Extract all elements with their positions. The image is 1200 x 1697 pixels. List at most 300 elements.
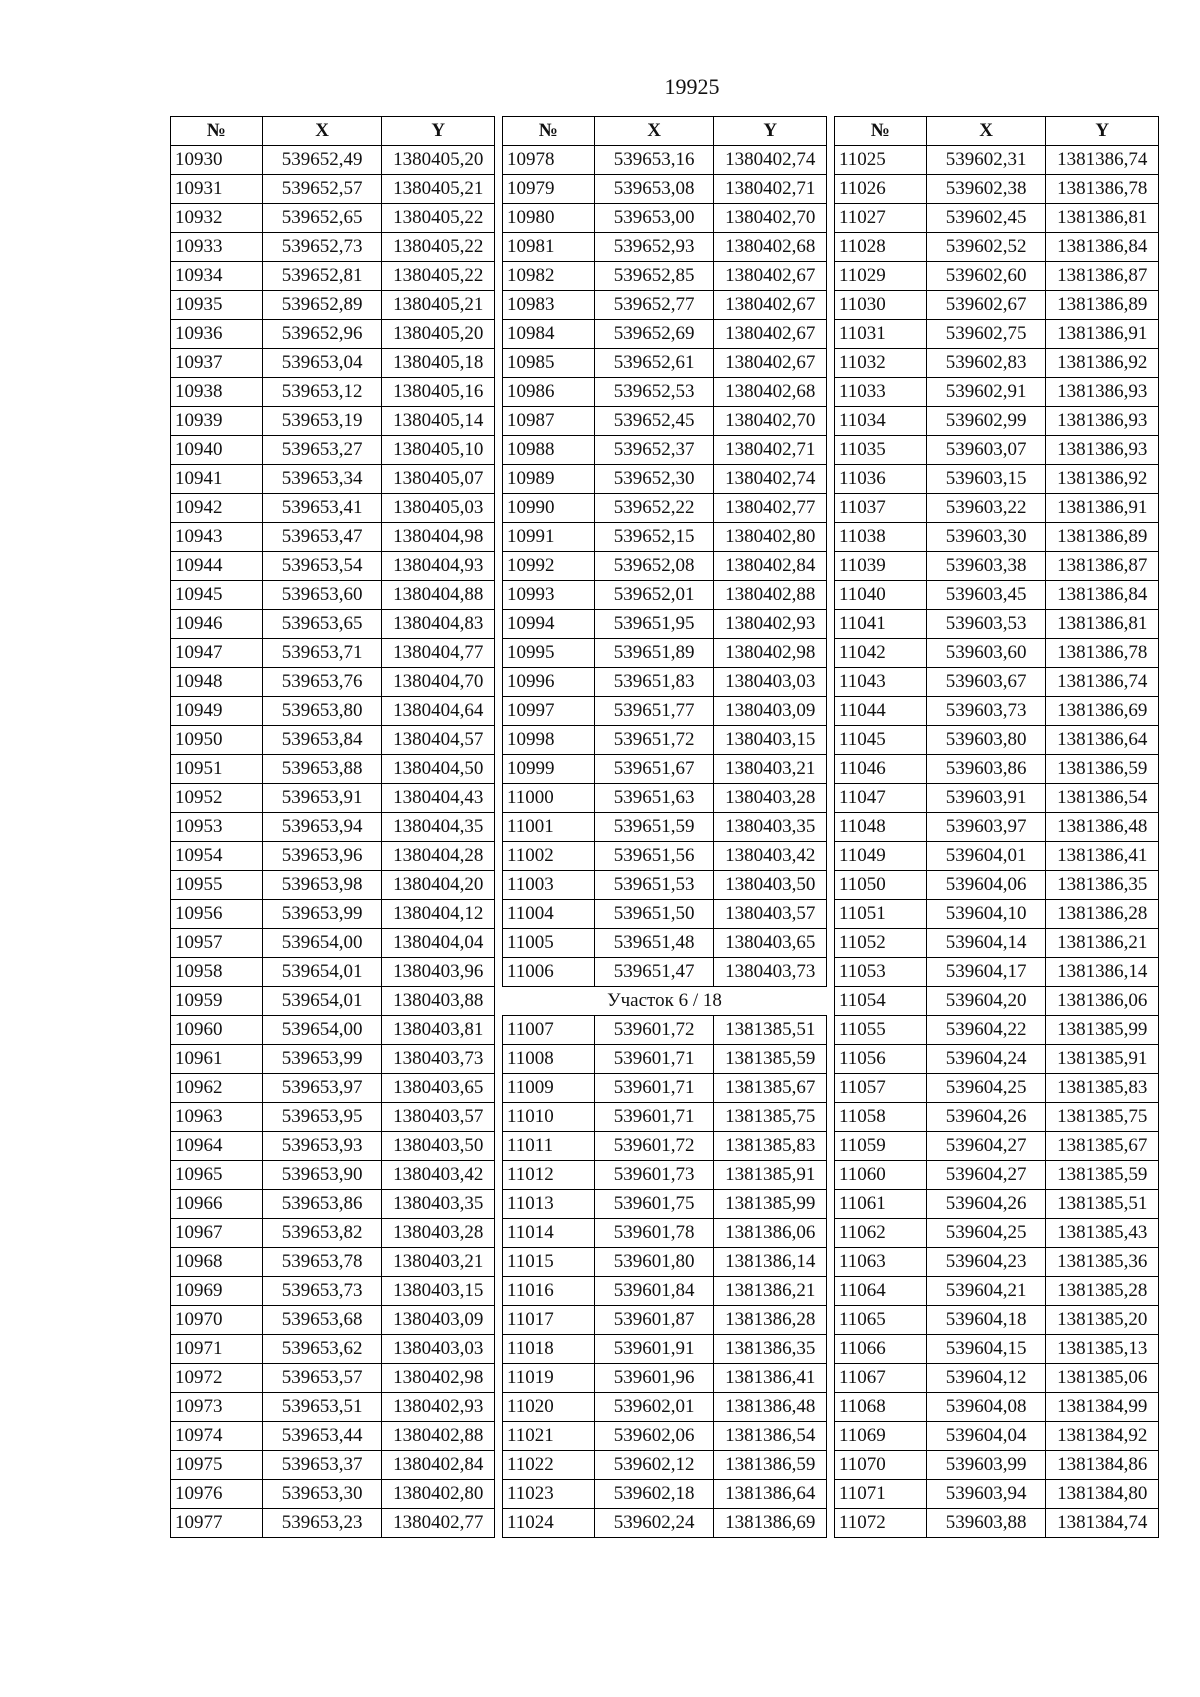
table-row: [171, 929, 495, 958]
point-number: 10936: [171, 320, 263, 349]
y-coordinate: 1380402,71: [714, 436, 827, 465]
y-coordinate: 1380404,35: [382, 813, 495, 842]
x-coordinate: 539653,47: [262, 523, 382, 552]
table-row: [835, 581, 1159, 610]
column-header-y: Y: [1046, 117, 1159, 146]
table-row: [171, 233, 495, 262]
y-coordinate: 1380403,42: [382, 1161, 495, 1190]
y-coordinate: 1380402,67: [714, 349, 827, 378]
point-number: 10949: [171, 697, 263, 726]
table-row: [171, 1422, 495, 1451]
x-coordinate: 539602,52: [926, 233, 1046, 262]
table-row: [171, 958, 495, 987]
point-number: 10979: [503, 175, 595, 204]
point-number: 10978: [503, 146, 595, 175]
point-number: 10948: [171, 668, 263, 697]
point-number: 11051: [835, 900, 927, 929]
y-coordinate: 1381385,83: [1046, 1074, 1159, 1103]
table-row: [835, 871, 1159, 900]
point-number: 11061: [835, 1190, 927, 1219]
y-coordinate: 1381385,36: [1046, 1248, 1159, 1277]
table-row: [171, 1248, 495, 1277]
y-coordinate: 1380402,88: [714, 581, 827, 610]
point-number: 11015: [503, 1248, 595, 1277]
point-number: 10963: [171, 1103, 263, 1132]
y-coordinate: 1380403,50: [714, 871, 827, 900]
point-number: 10980: [503, 204, 595, 233]
table-body: [171, 146, 495, 1538]
column-header-x: X: [594, 117, 714, 146]
x-coordinate: 539602,18: [594, 1480, 714, 1509]
x-coordinate: 539653,44: [262, 1422, 382, 1451]
y-coordinate: 1380402,67: [714, 291, 827, 320]
point-number: 10957: [171, 929, 263, 958]
x-coordinate: 539653,73: [262, 1277, 382, 1306]
column-header-number: №: [835, 117, 927, 146]
point-number: 11003: [503, 871, 595, 900]
x-coordinate: 539654,00: [262, 1016, 382, 1045]
table-row: [171, 465, 495, 494]
point-number: 11004: [503, 900, 595, 929]
x-coordinate: 539604,25: [926, 1219, 1046, 1248]
table-row: [503, 610, 827, 639]
x-coordinate: 539653,60: [262, 581, 382, 610]
x-coordinate: 539653,80: [262, 697, 382, 726]
x-coordinate: 539653,97: [262, 1074, 382, 1103]
table-row: [503, 233, 827, 262]
y-coordinate: 1380403,73: [714, 958, 827, 987]
table-row: [503, 378, 827, 407]
table-row: [835, 407, 1159, 436]
y-coordinate: 1380405,03: [382, 494, 495, 523]
x-coordinate: 539653,78: [262, 1248, 382, 1277]
table-row: [171, 813, 495, 842]
table-row: [835, 175, 1159, 204]
x-coordinate: 539602,83: [926, 349, 1046, 378]
table-row: [835, 233, 1159, 262]
x-coordinate: 539602,60: [926, 262, 1046, 291]
y-coordinate: 1381385,99: [1046, 1016, 1159, 1045]
point-number: 11005: [503, 929, 595, 958]
y-coordinate: 1381384,92: [1046, 1422, 1159, 1451]
table-row: [171, 1132, 495, 1161]
table-row: [171, 1335, 495, 1364]
point-number: 11036: [835, 465, 927, 494]
y-coordinate: 1381385,75: [714, 1103, 827, 1132]
table-row: [835, 291, 1159, 320]
table-row: [503, 349, 827, 378]
y-coordinate: 1380402,88: [382, 1422, 495, 1451]
x-coordinate: 539652,69: [594, 320, 714, 349]
y-coordinate: 1381384,99: [1046, 1393, 1159, 1422]
column-header-number: №: [171, 117, 263, 146]
table-row: [171, 1277, 495, 1306]
x-coordinate: 539604,14: [926, 929, 1046, 958]
point-number: 11035: [835, 436, 927, 465]
table-row: [835, 523, 1159, 552]
table-row: [171, 697, 495, 726]
table-row: [171, 1045, 495, 1074]
coordinate-table-1: [170, 116, 495, 1538]
x-coordinate: 539652,61: [594, 349, 714, 378]
table-row: [171, 175, 495, 204]
point-number: 11042: [835, 639, 927, 668]
table-row: [503, 929, 827, 958]
x-coordinate: 539653,57: [262, 1364, 382, 1393]
table-row: [171, 204, 495, 233]
y-coordinate: 1381385,13: [1046, 1335, 1159, 1364]
point-number: 11063: [835, 1248, 927, 1277]
x-coordinate: 539654,01: [262, 987, 382, 1016]
point-number: 11041: [835, 610, 927, 639]
y-coordinate: 1380402,67: [714, 320, 827, 349]
x-coordinate: 539601,78: [594, 1219, 714, 1248]
y-coordinate: 1380403,35: [714, 813, 827, 842]
x-coordinate: 539653,98: [262, 871, 382, 900]
point-number: 10976: [171, 1480, 263, 1509]
table-row: [503, 1219, 827, 1248]
y-coordinate: 1381386,48: [1046, 813, 1159, 842]
point-number: 11028: [835, 233, 927, 262]
point-number: 11012: [503, 1161, 595, 1190]
table-row: [503, 697, 827, 726]
y-coordinate: 1380404,77: [382, 639, 495, 668]
table-row: [835, 1103, 1159, 1132]
x-coordinate: 539652,22: [594, 494, 714, 523]
y-coordinate: 1380403,28: [714, 784, 827, 813]
x-coordinate: 539653,37: [262, 1451, 382, 1480]
point-number: 11067: [835, 1364, 927, 1393]
y-coordinate: 1380404,70: [382, 668, 495, 697]
x-coordinate: 539602,38: [926, 175, 1046, 204]
x-coordinate: 539602,75: [926, 320, 1046, 349]
x-coordinate: 539652,65: [262, 204, 382, 233]
table-row: [503, 1190, 827, 1219]
table-row: [171, 1219, 495, 1248]
point-number: 10967: [171, 1219, 263, 1248]
table-row: [835, 378, 1159, 407]
x-coordinate: 539603,60: [926, 639, 1046, 668]
point-number: 10951: [171, 755, 263, 784]
x-coordinate: 539604,20: [926, 987, 1046, 1016]
y-coordinate: 1381384,86: [1046, 1451, 1159, 1480]
x-coordinate: 539652,01: [594, 581, 714, 610]
x-coordinate: 539603,94: [926, 1480, 1046, 1509]
point-number: 11059: [835, 1132, 927, 1161]
table-row: [835, 320, 1159, 349]
x-coordinate: 539654,01: [262, 958, 382, 987]
point-number: 10956: [171, 900, 263, 929]
point-number: 10977: [171, 1509, 263, 1538]
y-coordinate: 1381386,92: [1046, 465, 1159, 494]
x-coordinate: 539652,93: [594, 233, 714, 262]
table-row: [503, 146, 827, 175]
x-coordinate: 539653,86: [262, 1190, 382, 1219]
y-coordinate: 1380404,12: [382, 900, 495, 929]
y-coordinate: 1380402,68: [714, 378, 827, 407]
table-row: [503, 1306, 827, 1335]
point-number: 10971: [171, 1335, 263, 1364]
point-number: 10992: [503, 552, 595, 581]
table-row: [503, 784, 827, 813]
table-row: [171, 1190, 495, 1219]
y-coordinate: 1380402,70: [714, 407, 827, 436]
y-coordinate: 1381386,54: [1046, 784, 1159, 813]
table-row: [503, 1074, 827, 1103]
y-coordinate: 1381385,91: [714, 1161, 827, 1190]
point-number: 10964: [171, 1132, 263, 1161]
y-coordinate: 1381386,41: [714, 1364, 827, 1393]
table-row: [171, 1480, 495, 1509]
y-coordinate: 1380404,50: [382, 755, 495, 784]
point-number: 10932: [171, 204, 263, 233]
y-coordinate: 1381385,51: [714, 1016, 827, 1045]
table-row: [503, 1045, 827, 1074]
point-number: 11006: [503, 958, 595, 987]
point-number: 10935: [171, 291, 263, 320]
x-coordinate: 539652,73: [262, 233, 382, 262]
x-coordinate: 539653,51: [262, 1393, 382, 1422]
x-coordinate: 539653,30: [262, 1480, 382, 1509]
table-row: [835, 204, 1159, 233]
table-row: [503, 581, 827, 610]
table-row: [835, 987, 1159, 1016]
y-coordinate: 1380403,15: [382, 1277, 495, 1306]
point-number: 11034: [835, 407, 927, 436]
table-row: [835, 1277, 1159, 1306]
y-coordinate: 1380403,57: [714, 900, 827, 929]
point-number: 10961: [171, 1045, 263, 1074]
y-coordinate: 1380404,64: [382, 697, 495, 726]
y-coordinate: 1380403,88: [382, 987, 495, 1016]
x-coordinate: 539601,72: [594, 1132, 714, 1161]
y-coordinate: 1380405,22: [382, 233, 495, 262]
y-coordinate: 1381386,64: [714, 1480, 827, 1509]
table-row: [503, 1451, 827, 1480]
x-coordinate: 539602,01: [594, 1393, 714, 1422]
table-row: [171, 291, 495, 320]
x-coordinate: 539603,67: [926, 668, 1046, 697]
x-coordinate: 539653,90: [262, 1161, 382, 1190]
x-coordinate: 539653,41: [262, 494, 382, 523]
point-number: 11068: [835, 1393, 927, 1422]
y-coordinate: 1381385,67: [1046, 1132, 1159, 1161]
x-coordinate: 539653,19: [262, 407, 382, 436]
y-coordinate: 1380405,22: [382, 262, 495, 291]
y-coordinate: 1380402,84: [714, 552, 827, 581]
y-coordinate: 1381386,93: [1046, 407, 1159, 436]
point-number: 11020: [503, 1393, 595, 1422]
y-coordinate: 1380403,28: [382, 1219, 495, 1248]
y-coordinate: 1380405,22: [382, 204, 495, 233]
table-row: [835, 1161, 1159, 1190]
section-row: [503, 987, 827, 1016]
y-coordinate: 1381386,84: [1046, 581, 1159, 610]
point-number: 11001: [503, 813, 595, 842]
point-number: 11062: [835, 1219, 927, 1248]
y-coordinate: 1381386,87: [1046, 552, 1159, 581]
point-number: 10945: [171, 581, 263, 610]
table-row: [171, 639, 495, 668]
table-row: [171, 842, 495, 871]
point-number: 10930: [171, 146, 263, 175]
point-number: 11025: [835, 146, 927, 175]
table-row: [503, 523, 827, 552]
table-row: [171, 1016, 495, 1045]
point-number: 10933: [171, 233, 263, 262]
y-coordinate: 1380403,03: [382, 1335, 495, 1364]
y-coordinate: 1380402,84: [382, 1451, 495, 1480]
point-number: 10970: [171, 1306, 263, 1335]
y-coordinate: 1381384,74: [1046, 1509, 1159, 1538]
point-number: 11046: [835, 755, 927, 784]
point-number: 10950: [171, 726, 263, 755]
x-coordinate: 539651,59: [594, 813, 714, 842]
x-coordinate: 539602,06: [594, 1422, 714, 1451]
point-number: 10954: [171, 842, 263, 871]
table-header-row: [171, 117, 495, 146]
y-coordinate: 1381386,74: [1046, 146, 1159, 175]
point-number: 11037: [835, 494, 927, 523]
table-row: [835, 262, 1159, 291]
point-number: 10965: [171, 1161, 263, 1190]
y-coordinate: 1380404,28: [382, 842, 495, 871]
point-number: 10998: [503, 726, 595, 755]
table-row: [503, 900, 827, 929]
x-coordinate: 539601,91: [594, 1335, 714, 1364]
x-coordinate: 539604,27: [926, 1161, 1046, 1190]
x-coordinate: 539652,15: [594, 523, 714, 552]
y-coordinate: 1380402,74: [714, 465, 827, 494]
x-coordinate: 539651,67: [594, 755, 714, 784]
point-number: 11066: [835, 1335, 927, 1364]
table-row: [171, 1306, 495, 1335]
table-row: [503, 1335, 827, 1364]
table-row: [171, 784, 495, 813]
table-row: [835, 639, 1159, 668]
x-coordinate: 539653,71: [262, 639, 382, 668]
page-number: 19925: [664, 74, 720, 99]
x-coordinate: 539604,15: [926, 1335, 1046, 1364]
x-coordinate: 539604,04: [926, 1422, 1046, 1451]
point-number: 10990: [503, 494, 595, 523]
column-header-x: X: [262, 117, 382, 146]
table-row: [503, 494, 827, 523]
y-coordinate: 1380405,21: [382, 175, 495, 204]
table-row: [503, 1422, 827, 1451]
table-row: [171, 378, 495, 407]
point-number: 11022: [503, 1451, 595, 1480]
table-row: [835, 552, 1159, 581]
table-row: [503, 465, 827, 494]
point-number: 11049: [835, 842, 927, 871]
y-coordinate: 1380403,57: [382, 1103, 495, 1132]
table-row: [835, 1190, 1159, 1219]
x-coordinate: 539601,72: [594, 1016, 714, 1045]
point-number: 10943: [171, 523, 263, 552]
point-number: 11032: [835, 349, 927, 378]
y-coordinate: 1381386,14: [1046, 958, 1159, 987]
table-row: [835, 726, 1159, 755]
y-coordinate: 1380403,65: [382, 1074, 495, 1103]
x-coordinate: 539603,22: [926, 494, 1046, 523]
table-body: [503, 146, 827, 1538]
y-coordinate: 1380403,03: [714, 668, 827, 697]
y-coordinate: 1380403,96: [382, 958, 495, 987]
point-number: 11016: [503, 1277, 595, 1306]
y-coordinate: 1380403,21: [714, 755, 827, 784]
y-coordinate: 1380403,81: [382, 1016, 495, 1045]
table-row: [503, 552, 827, 581]
x-coordinate: 539604,21: [926, 1277, 1046, 1306]
point-number: 10974: [171, 1422, 263, 1451]
table-row: [503, 842, 827, 871]
table-row: [835, 1045, 1159, 1074]
x-coordinate: 539653,65: [262, 610, 382, 639]
table-row: [835, 436, 1159, 465]
table-row: [171, 668, 495, 697]
table-row: [835, 900, 1159, 929]
x-coordinate: 539653,27: [262, 436, 382, 465]
table-row: [171, 262, 495, 291]
table-row: [835, 494, 1159, 523]
point-number: 10937: [171, 349, 263, 378]
table-row: [171, 610, 495, 639]
table-row: [835, 610, 1159, 639]
point-number: 10958: [171, 958, 263, 987]
point-number: 11065: [835, 1306, 927, 1335]
x-coordinate: 539604,08: [926, 1393, 1046, 1422]
point-number: 10985: [503, 349, 595, 378]
table-row: [171, 407, 495, 436]
table-row: [835, 958, 1159, 987]
point-number: 10994: [503, 610, 595, 639]
y-coordinate: 1381386,21: [714, 1277, 827, 1306]
y-coordinate: 1381385,91: [1046, 1045, 1159, 1074]
table-row: [503, 291, 827, 320]
table-row: [503, 639, 827, 668]
table-row: [503, 1248, 827, 1277]
point-number: 11024: [503, 1509, 595, 1538]
y-coordinate: 1380404,93: [382, 552, 495, 581]
x-coordinate: 539654,00: [262, 929, 382, 958]
point-number: 11026: [835, 175, 927, 204]
y-coordinate: 1381386,91: [1046, 320, 1159, 349]
y-coordinate: 1380404,20: [382, 871, 495, 900]
table-row: [503, 320, 827, 349]
point-number: 11009: [503, 1074, 595, 1103]
point-number: 11069: [835, 1422, 927, 1451]
y-coordinate: 1380402,67: [714, 262, 827, 291]
x-coordinate: 539652,49: [262, 146, 382, 175]
y-coordinate: 1381386,64: [1046, 726, 1159, 755]
point-number: 11007: [503, 1016, 595, 1045]
x-coordinate: 539653,88: [262, 755, 382, 784]
point-number: 10941: [171, 465, 263, 494]
x-coordinate: 539604,17: [926, 958, 1046, 987]
x-coordinate: 539603,53: [926, 610, 1046, 639]
point-number: 11054: [835, 987, 927, 1016]
table-row: [503, 262, 827, 291]
point-number: 10991: [503, 523, 595, 552]
point-number: 11052: [835, 929, 927, 958]
x-coordinate: 539653,16: [594, 146, 714, 175]
point-number: 11002: [503, 842, 595, 871]
point-number: 11055: [835, 1016, 927, 1045]
table-row: [835, 1219, 1159, 1248]
x-coordinate: 539652,89: [262, 291, 382, 320]
point-number: 11039: [835, 552, 927, 581]
